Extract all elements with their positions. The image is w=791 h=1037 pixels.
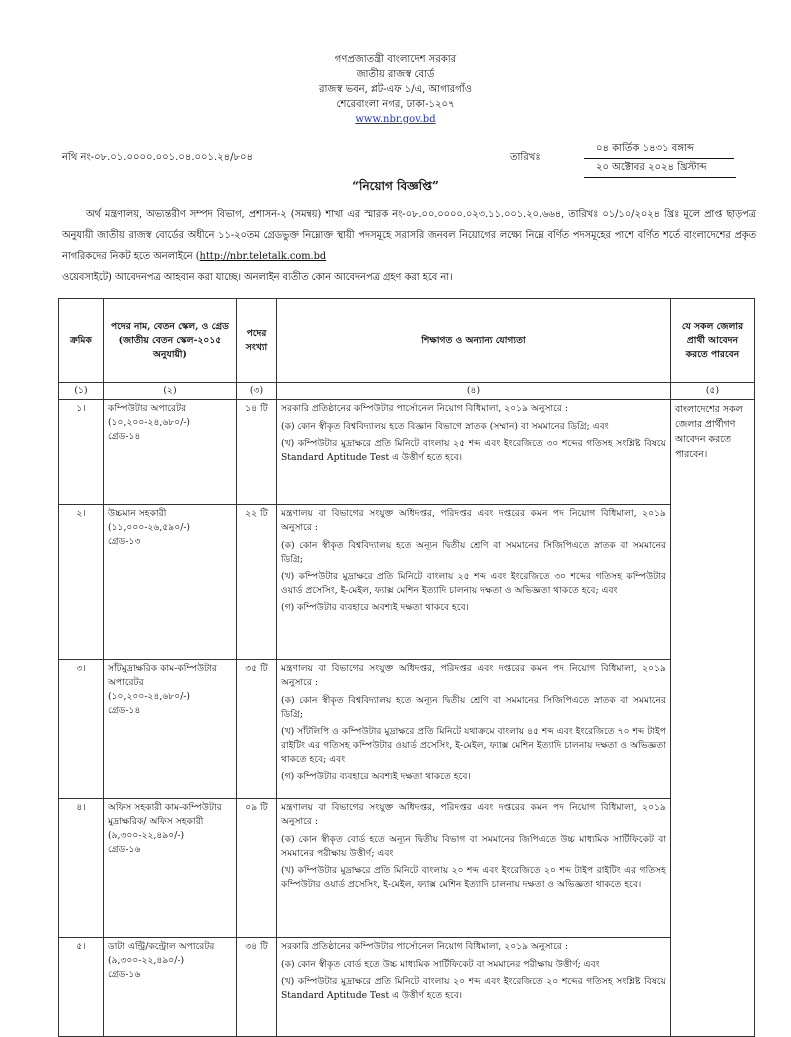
qualification-cell	[277, 660, 671, 799]
table-row	[59, 660, 755, 799]
organization-name: জাতীয় রাজস্ব বোর্ড	[356, 69, 435, 80]
row-post	[104, 400, 237, 505]
date-bangla: ০৪ কার্তিক ১৪৩১ বঙ্গাব্দ	[584, 140, 734, 159]
col-number: (৪)	[277, 383, 671, 400]
qualification-item: (ক) কোন স্বীকৃত বোর্ড হতে অন্যূন দ্বিতীয় বিভাগ বা সমমানের জিপিএতে উচ্চ মাধ্যমিক সার্টিফিকেট বা সমমানের পরীক্ষায় উত্তীর্ণ; এবং	[281, 834, 666, 859]
pay-scale: (১১,০০০-২৬,৫৯০/-)	[108, 522, 191, 533]
post-name: সাঁটমুদ্রাক্ষরিক কাম-কম্পিউটার অপারেটর	[108, 663, 217, 688]
col-number: (১)	[59, 383, 104, 400]
post-name: উচ্চমান সহকারী	[108, 508, 167, 519]
memo-number: নথি নং-০৮.০১.০০০০.০০১.০৪.০০১.২৪/৮০৪	[62, 152, 254, 163]
post-name: কম্পিউটার অপারেটর	[108, 403, 187, 414]
post-count: ০৯ টি	[237, 799, 277, 938]
rules-reference: সরকারি প্রতিষ্ঠানের কম্পিউটার পার্সোনেল নিয়োগ বিধিমালা, ২০১৯ অনুসারে :	[281, 403, 568, 414]
date-block	[584, 140, 734, 178]
qualification-cell	[277, 400, 671, 505]
date-english: ২০ অক্টোবর ২০২৪ খ্রিস্টাব্দ	[584, 159, 736, 178]
row-post	[104, 799, 237, 938]
header-post: পদের নাম, বেতন স্কেল, ও গ্রেড (জাতীয় বেতন স্কেল-২০১৫ অনুযায়ী)	[104, 299, 237, 383]
qualification-item: (ক) কোন স্বীকৃত বোর্ড হতে উচ্চ মাধ্যমিক সার্টিফিকেট বা সমমানের পরীক্ষায় উত্তীর্ণ; এবং	[281, 959, 600, 970]
qualification-item: (ক) কোন স্বীকৃত বিশ্ববিদ্যালয় হতে অন্যূন দ্বিতীয় শ্রেণি বা সমমানের সিজিপিএতে স্নাতক বা সমমানের ডিগ্রি;	[281, 540, 666, 565]
rules-reference: সরকারি প্রতিষ্ঠানের কম্পিউটার পার্সোনেল নিয়োগ বিধিমালা, ২০১৯ অনুসারে :	[281, 941, 568, 952]
address-line-1: রাজস্ব ভবন, প্লট-এফ ১/এ, আগারগাঁও	[319, 84, 472, 95]
col-number: (৫)	[671, 383, 755, 400]
table-row	[59, 938, 755, 1037]
row-serial: ২।	[59, 505, 104, 660]
row-post	[104, 505, 237, 660]
qualification-item: (ক) কোন স্বীকৃত বিশ্ববিদ্যালয় হতে অন্যূন দ্বিতীয় শ্রেণি বা সমমানের সিজিপিএতে স্নাতক বা সমমানের ডিগ্রি;	[281, 695, 666, 720]
grade: গ্রেড-১৬	[108, 844, 141, 855]
rules-reference: মন্ত্রণালয় বা বিভাগের সংযুক্ত অধিদপ্তর, পরিদপ্তর এবং দপ্তরের কমন পদ নিয়োগ বিধিমালা, ২০১৯ অনুসারে :	[281, 508, 666, 533]
qualification-item: (খ) কম্পিউটার মুদ্রাক্ষরে প্রতি মিনিটে বাংলায় ২৫ শব্দ এবং ইংরেজিতে ৩০ শব্দের গতিসহ সংশ্লিষ্ট বিষয়ে Standard Aptitude Test এ উত্তীর্ণ হতে হবে।	[281, 438, 666, 463]
row-serial: ৩।	[59, 660, 104, 799]
post-count: ২২ টি	[237, 505, 277, 660]
post-count: ৩৪ টি	[237, 938, 277, 1037]
header-qualification: শিক্ষাগত ও অন্যান্য যোগ্যতা	[277, 299, 671, 383]
qualification-item: (খ) কম্পিউটার মুদ্রাক্ষরে প্রতি মিনিটে বাংলায় ২০ শব্দ এবং ইংরেজিতে ২০ শব্দের গতিসহ সংশ্লিষ্ট বিষয়ে Standard Aptitude Test এ উত্তীর্ণ হতে হবে।	[281, 976, 666, 1001]
pay-scale: (১০,২০০-২৪,৬৮০/-)	[108, 417, 191, 428]
pay-scale: (৯,৩০০-২২,৪৯০/-)	[108, 830, 185, 841]
qualification-item: (ক) কোন স্বীকৃত বিশ্ববিদ্যালয় হতে বিজ্ঞান বিভাগে স্নাতক (সম্মান) বা সমমানের ডিগ্রি; এবং	[281, 421, 609, 432]
eligible-districts: বাংলাদেশের সকল জেলার প্রার্থীগণ আবেদন করতে পারবেন।	[671, 400, 755, 1037]
letterhead	[0, 52, 791, 127]
notice-paragraph: অর্থ মন্ত্রণালয়, অভ্যন্তরীণ সম্পদ বিভাগ, প্রশাসন-২ (সমন্বয়) শাখা এর স্মারক নং-০৮.০০.০০০০.০২৩.১১.০০১.২০.৬৬৪, তারিখঃ ০১/১০/২০২৪ খ্রিঃ মূলে প্রাপ্ত ছাড়পত্র অনুযায়ী জাতীয় রাজস্ব বোর্ডের অধীনে ১১-২০তম গ্রেডভুক্ত নিম্নোক্ত স্থায়ী পদসমূহে সরাসরি জনবল নিয়োগের লক্ষ্যে নিম্নে বর্ণিত পদসমূহের পাশে বর্ণিত শর্তে বাংলাদেশের প্রকৃত নাগরিকদের নিকট হতে অনলাইনে (	[62, 209, 756, 262]
post-count: ৩৫ টি	[237, 660, 277, 799]
pay-scale: (৯,৩০০-২২,৪৯০/-)	[108, 955, 185, 966]
col-number: (৩)	[237, 383, 277, 400]
row-serial: ৪।	[59, 799, 104, 938]
qualification-item: (খ) কম্পিউটার মুদ্রাক্ষরে প্রতি মিনিটে বাংলায় ২৫ শব্দ এবং ইংরেজিতে ৩০ শব্দের গতিসহ কম্পিউটার ওয়ার্ড প্রসেসিং, ই-মেইল, ফ্যাক্স মেশিন ইত্যাদি চালনায় দক্ষতা ও অভিজ্ঞতা থাকতে হবে; এবং	[281, 571, 666, 596]
rules-reference: মন্ত্রণালয় বা বিভাগের সংযুক্ত অধিদপ্তর, পরিদপ্তর এবং দপ্তরের কমন পদ নিয়োগ বিধিমালা, ২০১৯ অনুসারে :	[281, 663, 666, 688]
table-row	[59, 505, 755, 660]
table-row	[59, 799, 755, 938]
rules-reference: মন্ত্রণালয় বা বিভাগের সংযুক্ত অধিদপ্তর, পরিদপ্তর এবং দপ্তরের কমন পদ নিয়োগ বিধিমালা, ২০১৯ অনুসারে :	[281, 802, 666, 827]
qualification-item: (গ) কম্পিউটার ব্যবহারে অবশ্যই দক্ষতা থাকতে হবে।	[281, 771, 471, 782]
row-post	[104, 660, 237, 799]
notice-intro	[62, 204, 756, 288]
address-line-2: শেরেবাংলা নগর, ঢাকা-১২০৭	[336, 99, 455, 110]
notice-paragraph-end: ওয়েবসাইটে) আবেদনপত্র আহবান করা যাচ্ছে। অনলাইন ব্যতীত কোন আবেদনপত্র গ্রহণ করা হবে না।	[62, 272, 453, 283]
pay-scale: (১০,২০০-২৪,৬৮০/-)	[108, 691, 191, 702]
grade: গ্রেড-১৪	[108, 431, 141, 442]
notice-title: “নিয়োগ বিজ্ঞপ্তি”	[352, 179, 439, 193]
post-name: অফিস সহকারী কাম-কম্পিউটার মুদ্রাক্ষরিক/ অফিস সহকারী	[108, 802, 222, 827]
grade: গ্রেড-১৪	[108, 705, 141, 716]
qualification-item: (গ) কম্পিউটার ব্যবহারে অবশ্যই দক্ষতা থাকবে হবে।	[281, 602, 469, 613]
qualification-item: (খ) কম্পিউটার মুদ্রাক্ষরে প্রতি মিনিটে বাংলায় ২০ শব্দ এবং ইংরেজিতে ২০ শব্দ টাইপ রাইটিং এর গতিসহ কম্পিউটার ওয়ার্ড প্রসেসিং, ই-মেইল, ফ্যাক্স মেশিন ইত্যাদি চালনায় দক্ষতা ও অভিজ্ঞতা থাকতে হবে।	[281, 865, 666, 890]
date-label: তারিখঃ	[510, 152, 541, 163]
header-districts: যে সকল জেলার প্রার্থী আবেদন করতে পারবেন	[671, 299, 755, 383]
website-link[interactable]: www.nbr.gov.bd	[355, 114, 436, 125]
row-serial: ৫।	[59, 938, 104, 1037]
col-number: (২)	[104, 383, 237, 400]
grade: গ্রেড-১৬	[108, 969, 141, 980]
header-serial: ক্রমিক	[59, 299, 104, 383]
application-link[interactable]: http://nbr.teletalk.com.bd	[199, 251, 327, 262]
qualification-cell	[277, 938, 671, 1037]
post-count: ১৪ টি	[237, 400, 277, 505]
header-count: পদের সংখ্যা	[237, 299, 277, 383]
row-post	[104, 938, 237, 1037]
government-name: গণপ্রজাতন্ত্রী বাংলাদেশ সরকার	[334, 54, 457, 65]
qualification-cell	[277, 505, 671, 660]
grade: গ্রেড-১৩	[108, 536, 141, 547]
row-serial: ১।	[59, 400, 104, 505]
posts-table	[58, 298, 755, 1037]
qualification-cell	[277, 799, 671, 938]
post-name: ডাটা এন্ট্রি/কন্ট্রোল অপারেটর	[108, 941, 215, 952]
qualification-item: (খ) সাঁটলিপি ও কম্পিউটার মুদ্রাক্ষরে প্রতি মিনিটে যথাক্রমে বাংলায় ৪৫ শব্দ এবং ইংরেজিতে ৭০ শব্দ টাইপ রাইটিং এর গতিসহ কম্পিউটার ওয়ার্ড প্রসেসিং, ই-মেইল, ফ্যাক্স মেশিন ইত্যাদি চালনায় দক্ষতা ও অভিজ্ঞতা থাকতে হবে; এবং	[281, 726, 666, 765]
table-row	[59, 400, 755, 505]
